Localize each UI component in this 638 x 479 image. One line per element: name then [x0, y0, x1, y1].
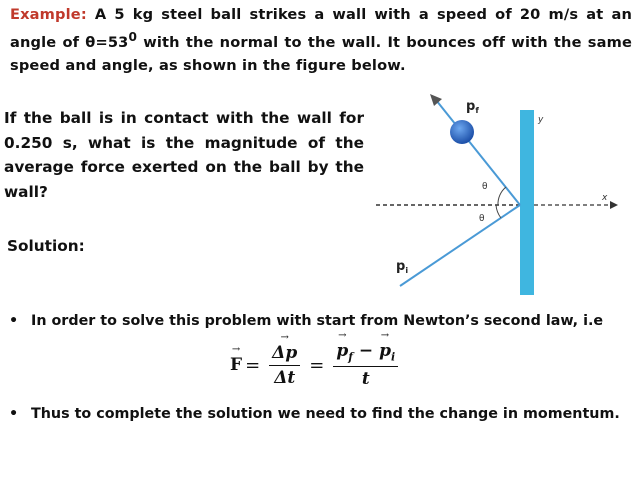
ball-outgoing	[450, 120, 474, 144]
question-text: If the ball is in contact with the wall for 0.250 s, what is the magnitude of the average force exerted on the ball by the wall?	[4, 109, 364, 201]
equals-sign-1: =	[245, 354, 261, 376]
x-axis-arrow	[610, 201, 618, 209]
theta-arc-upper	[498, 187, 506, 205]
theta-label-upper: θ	[482, 182, 488, 192]
axis-y-label: y	[538, 115, 544, 125]
label-pf: $p_f$	[466, 99, 479, 115]
fraction-momentum	[333, 341, 398, 388]
delta-p: → Δp	[269, 343, 300, 366]
label-pi: $p_i$	[396, 259, 409, 275]
bullet-marker: •	[9, 313, 19, 329]
time-t: t	[361, 368, 370, 389]
outgoing-path	[436, 100, 520, 205]
intro-paragraph	[10, 3, 632, 77]
momentum-difference: → $p_f$ − → $p_i$	[333, 341, 398, 366]
newton-formula	[230, 334, 404, 396]
force-symbol: → F	[230, 355, 242, 375]
bullet-marker: •	[9, 406, 19, 422]
incoming-path	[400, 205, 520, 286]
delta-t: Δt	[274, 367, 296, 388]
example-label: Example:	[10, 6, 87, 23]
solution-label: Solution:	[7, 237, 85, 255]
intro-superscript: 0	[128, 30, 138, 44]
wall	[520, 110, 534, 295]
theta-label-lower: θ	[479, 214, 485, 224]
equals-sign-2: =	[309, 354, 325, 376]
fraction-dp-dt	[269, 343, 300, 388]
bullet-momentum-text: Thus to complete the solution we need to find the change in momentum.	[31, 406, 620, 422]
bullet-momentum	[9, 406, 620, 422]
intro-text: A 5 kg steel ball strikes a wall with a speed of 20 m/s at an angle of θ=53	[10, 6, 632, 51]
collision-figure	[370, 90, 632, 298]
axis-x-label: x	[602, 193, 608, 203]
bullet-newton-text: In order to solve this problem with start from Newton’s second law, i.e	[31, 313, 604, 329]
theta-arc-lower	[496, 205, 501, 218]
bullet-newton	[9, 313, 603, 329]
intro-text-2: with the normal to the wall. It bounces off with the same speed and angle, as shown in the figure below.	[10, 33, 632, 74]
